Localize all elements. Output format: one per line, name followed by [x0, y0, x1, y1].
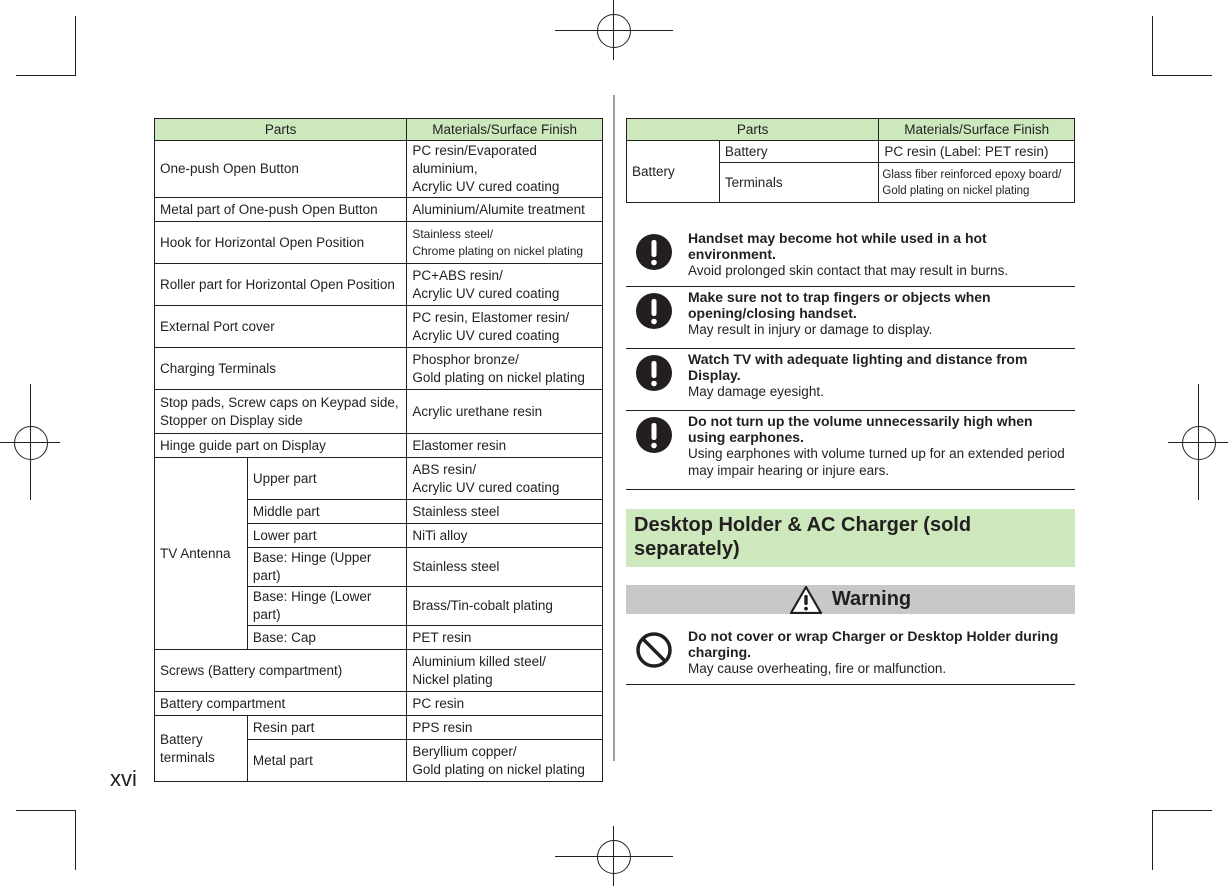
header-parts: Parts: [155, 119, 407, 141]
group-cell: Battery: [627, 141, 720, 203]
table-row: [155, 434, 603, 458]
part-cell: Battery compartment: [155, 692, 407, 716]
registration-circle: [1182, 426, 1216, 460]
prohibition-item: [626, 626, 1075, 685]
group-cell: TV Antenna: [155, 458, 248, 650]
sub-part-cell: Base: Hinge (Upper part): [247, 548, 406, 587]
header-materials: Materials/Surface Finish: [879, 119, 1075, 141]
table-row: [155, 306, 603, 348]
table-row: [155, 348, 603, 390]
part-cell: Hook for Horizontal Open Position: [155, 222, 407, 264]
caution-item: [626, 411, 1075, 490]
warning-bar: [626, 585, 1075, 614]
material-cell: NiTi alloy: [407, 524, 603, 548]
caution-title: Do not turn up the volume unnecessarily high when using earphones.: [688, 413, 1033, 445]
caution-title: Handset may become hot while used in a hot environment.: [688, 230, 987, 262]
material-cell: Stainless steel: [407, 500, 603, 524]
material-cell: Glass fiber reinforced epoxy board/ Gold plating on nickel plating: [879, 163, 1075, 203]
caution-item: [626, 287, 1075, 349]
material-cell: Stainless steel: [407, 548, 603, 587]
exclamation-icon: [636, 417, 672, 453]
crop-mark: [1152, 810, 1212, 811]
sub-part-cell: Base: Hinge (Lower part): [247, 587, 406, 626]
caution-item: [626, 228, 1075, 287]
registration-circle: [597, 840, 631, 874]
crop-mark: [16, 810, 76, 811]
material-cell: Brass/Tin-cobalt plating: [407, 587, 603, 626]
crop-mark: [75, 16, 76, 76]
sub-part-cell: Middle part: [247, 500, 406, 524]
part-cell: Hinge guide part on Display: [155, 434, 407, 458]
table-row: [155, 264, 603, 306]
battery-materials-table: [626, 118, 1075, 203]
registration-circle: [14, 426, 48, 460]
material-cell: Phosphor bronze/ Gold plating on nickel plating: [407, 348, 603, 390]
material-cell: PC resin, Elastomer resin/ Acrylic UV cured coating: [407, 306, 603, 348]
sub-part-cell: Terminals: [719, 163, 879, 203]
materials-table: [154, 118, 603, 782]
material-cell: Acrylic urethane resin: [407, 390, 603, 434]
group-cell: Battery terminals: [155, 716, 248, 782]
part-cell: Metal part of One-push Open Button: [155, 198, 407, 222]
material-cell: ABS resin/ Acrylic UV cured coating: [407, 458, 603, 500]
part-cell: Stop pads, Screw caps on Keypad side, Stopper on Display side: [155, 390, 407, 434]
crop-mark: [75, 810, 76, 870]
section-title: Desktop Holder & AC Charger (sold separately): [626, 509, 1075, 567]
crop-mark: [1152, 810, 1153, 870]
crop-mark: [1152, 75, 1212, 76]
material-cell: Elastomer resin: [407, 434, 603, 458]
table-row: [155, 198, 603, 222]
part-cell: Roller part for Horizontal Open Position: [155, 264, 407, 306]
material-cell: PPS resin: [407, 716, 603, 740]
warning-label: Warning: [831, 588, 912, 610]
exclamation-icon: [636, 355, 672, 391]
part-cell: External Port cover: [155, 306, 407, 348]
material-cell: PC resin (Label: PET resin): [879, 141, 1075, 163]
caution-title: Watch TV with adequate lighting and distance from Display.: [688, 351, 1028, 383]
material-cell: PET resin: [407, 626, 603, 650]
table-row: [155, 716, 603, 740]
caution-item: [626, 349, 1075, 411]
table-row: [155, 650, 603, 692]
material-cell: Stainless steel/ Chrome plating on nickel plating: [407, 222, 603, 264]
table-row: [627, 141, 1075, 163]
crop-mark: [1152, 16, 1153, 76]
registration-circle: [597, 14, 631, 48]
sub-part-cell: Metal part: [247, 740, 406, 782]
table-row: [155, 458, 603, 500]
caution-body: Using earphones with volume turned up for an extended period may impair hearing or injure ears.: [688, 446, 1065, 478]
material-cell: Beryllium copper/ Gold plating on nickel plating: [407, 740, 603, 782]
part-cell: Charging Terminals: [155, 348, 407, 390]
sub-part-cell: Lower part: [247, 524, 406, 548]
material-cell: Aluminium killed steel/ Nickel plating: [407, 650, 603, 692]
header-materials: Materials/Surface Finish: [407, 119, 603, 141]
material-cell: PC resin/Evaporated aluminium, Acrylic UV cured coating: [407, 141, 603, 198]
prohibition-body: May cause overheating, fire or malfunction.: [688, 661, 947, 676]
caution-body: Avoid prolonged skin contact that may result in burns.: [688, 263, 1009, 278]
prohibited-icon: [636, 632, 672, 668]
table-row: [155, 141, 603, 198]
crop-mark: [16, 75, 76, 76]
prohibition-title: Do not cover or wrap Charger or Desktop Holder during charging.: [688, 628, 1059, 660]
caution-body: May result in injury or damage to display.: [688, 322, 933, 337]
column-divider: [613, 95, 615, 761]
sub-part-cell: Resin part: [247, 716, 406, 740]
part-cell: One-push Open Button: [155, 141, 407, 198]
table-row: [155, 222, 603, 264]
sub-part-cell: Upper part: [247, 458, 406, 500]
material-cell: Aluminium/Alumite treatment: [407, 198, 603, 222]
sub-part-cell: Base: Cap: [247, 626, 406, 650]
header-parts: Parts: [627, 119, 879, 141]
table-row: [155, 692, 603, 716]
material-cell: PC resin: [407, 692, 603, 716]
exclamation-icon: [636, 234, 672, 270]
caution-list: [626, 228, 1075, 490]
prohibition-list: [626, 626, 1075, 685]
table-row: [155, 390, 603, 434]
exclamation-icon: [636, 293, 672, 329]
warning-triangle-icon: [790, 586, 822, 614]
part-cell: Screws (Battery compartment): [155, 650, 407, 692]
sub-part-cell: Battery: [719, 141, 879, 163]
page-number: xvi: [110, 766, 137, 791]
caution-body: May damage eyesight.: [688, 384, 824, 399]
caution-title: Make sure not to trap fingers or objects when opening/closing handset.: [688, 289, 991, 321]
material-cell: PC+ABS resin/ Acrylic UV cured coating: [407, 264, 603, 306]
